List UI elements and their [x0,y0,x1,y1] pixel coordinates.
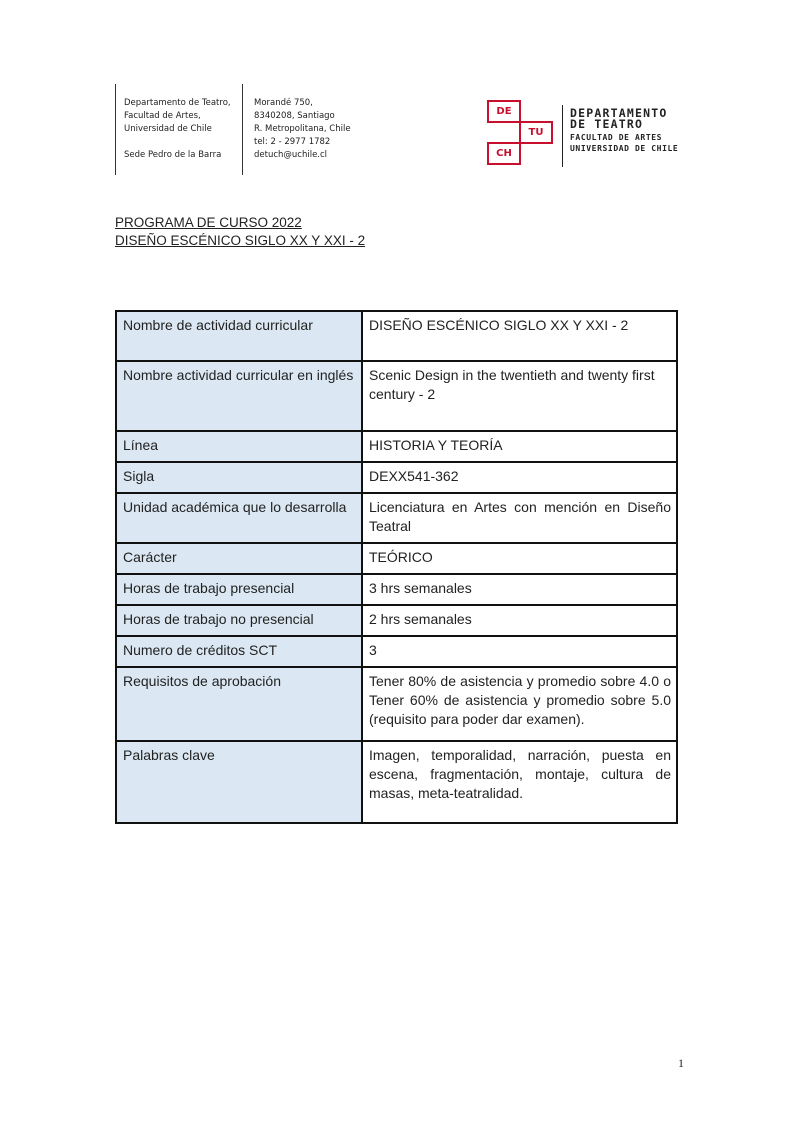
logo-cell-ch: CH [487,142,521,165]
logo-cell-tu: TU [519,121,553,144]
row-value: DISEÑO ESCÉNICO SIGLO XX Y XXI - 2 [362,311,677,361]
address-line: Universidad de Chile [124,124,212,134]
row-value: 3 [362,636,677,667]
row-value: Imagen, temporalidad, narración, puesta en escena, fragmentación, montaje, cultura de masas, meta-teatralidad. [362,741,677,823]
table-row [116,493,677,543]
row-value: DEXX541-362 [362,462,677,493]
contact-line: 8340208, Santiago [254,111,335,121]
page-number: 1 [678,1056,684,1070]
logo-line-department: DEPARTAMENTO [570,106,668,120]
row-value: Licenciatura en Artes con mención en Diseño Teatral [362,493,677,543]
logo-cell-de: DE [487,100,521,123]
table-row [116,574,677,605]
department-address [124,97,231,162]
row-value: 3 hrs semanales [362,574,677,605]
row-value: Scenic Design in the twentieth and twenty first century - 2 [362,361,677,431]
contact-line: R. Metropolitana, Chile [254,124,351,134]
table-row [116,311,677,361]
logo-line-faculty: FACULTAD DE ARTES [570,133,663,142]
address-line: Facultad de Artes, [124,111,201,121]
address-line [124,136,231,149]
table-row [116,361,677,431]
course-title: DISEÑO ESCÉNICO SIGLO XX Y XXI - 2 [115,233,366,248]
table-row [116,636,677,667]
row-label: Palabras clave [116,741,362,823]
row-label: Numero de créditos SCT [116,636,362,667]
course-info-table [115,310,678,824]
program-title: PROGRAMA DE CURSO 2022 [115,215,302,230]
row-value: TEÓRICO [362,543,677,574]
logo-divider [562,105,563,167]
row-label: Carácter [116,543,362,574]
row-label: Horas de trabajo presencial [116,574,362,605]
row-label: Línea [116,431,362,462]
contact-address [254,97,351,162]
row-value: HISTORIA Y TEORÍA [362,431,677,462]
row-label: Nombre actividad curricular en inglés [116,361,362,431]
row-label: Sigla [116,462,362,493]
row-label: Requisitos de aprobación [116,667,362,741]
table-row [116,462,677,493]
contact-line: tel: 2 - 2977 1782 [254,137,331,147]
row-value: 2 hrs semanales [362,605,677,636]
row-label: Unidad académica que lo desarrolla [116,493,362,543]
row-label: Horas de trabajo no presencial [116,605,362,636]
logo-line-theatre: DE TEATRO [570,117,644,131]
header-divider-left [115,84,116,175]
table-row [116,667,677,741]
row-label: Nombre de actividad curricular [116,311,362,361]
table-row [116,605,677,636]
logo-line-university: UNIVERSIDAD DE CHILE [570,144,679,153]
document-title [115,214,365,250]
table-row [116,431,677,462]
logo-wordmark [570,108,678,154]
address-line: Sede Pedro de la Barra [124,150,222,160]
contact-line: Morandé 750, [254,98,313,108]
table-row [116,543,677,574]
address-line: Departamento de Teatro, [124,98,231,108]
header-divider-middle [242,84,243,175]
row-value: Tener 80% de asistencia y promedio sobre 4.0 o Tener 60% de asistencia y promedio sobre 5.0 (requisito para poder dar examen). [362,667,677,741]
table-row [116,741,677,823]
contact-email: detuch@uchile.cl [254,150,328,160]
